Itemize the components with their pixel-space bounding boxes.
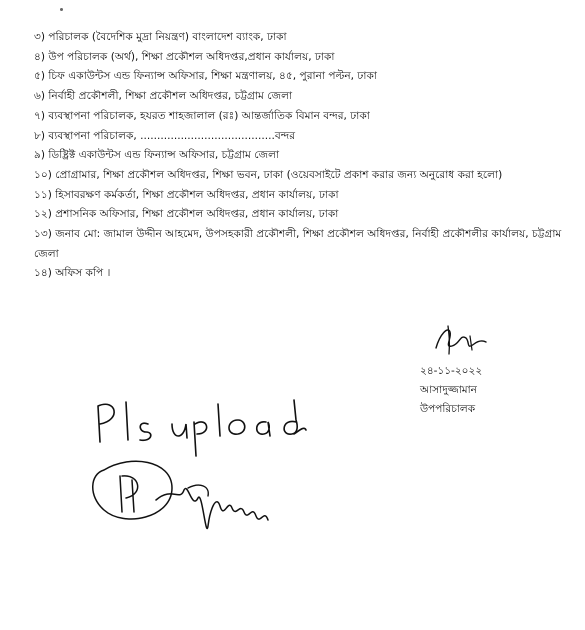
distribution-item: ১৪) অফিস কপি । [34,267,111,280]
scan-speck [60,8,63,11]
distribution-item: ৪) উপ পরিচালক (অর্থ), শিক্ষা প্রকৌশল অধিদপ্তর,প্রধান কার্যালয়, ঢাকা [34,50,335,63]
officer-signature [430,320,490,364]
distribution-item: ৯) ডিষ্ট্রিক্ট একাউন্টস এন্ড ফিন্যান্স অফিসার, চট্টগ্রাম জেলা [34,149,280,162]
distribution-item: ১০) প্রোগ্রামার, শিক্ষা প্রকৌশল অধিদপ্তর, শিক্ষা ভবন, ঢাকা (ওয়েবসাইটে প্রকাশ করার জন্য অনুরোধ করা হলো) [34,168,503,181]
handwritten-note [60,390,320,570]
distribution-item: ৮) ব্যবস্থাপনা পরিচালক, ........................................বন্দর [34,129,296,142]
distribution-item: ১১) হিসাবরক্ষণ কর্মকর্তা, শিক্ষা প্রকৌশল অধিদপ্তর, প্রধান কার্যালয়, ঢাকা [34,188,339,201]
distribution-item: ১২) প্রশাসনিক অফিসার, শিক্ষা প্রকৌশল অধিদপ্তর, প্রধান কার্যালয়, ঢাকা [34,208,339,221]
distribution-list [34,28,574,284]
distribution-item: ৩) পরিচালক (বৈদেশিক মুদ্রা নিয়ন্ত্রণ) বাংলাদেশ ব্যাংক, ঢাকা [34,31,287,43]
signatory-name: আসাদুজ্জামান [420,384,477,396]
signature-date: ২৪-১১-২০২২ [420,365,483,377]
signatory-designation: উপপরিচালক [420,403,476,415]
distribution-item: ৬) নির্বাহী প্রকৌশলী, শিক্ষা প্রকৌশল অধিদপ্তর, চট্টগ্রাম জেলা [34,90,293,103]
distribution-item: ৫) চিফ একাউন্টস এন্ড ফিন্যান্স অফিসার, শিক্ষা মন্ত্রণালয়, ৪৫, পুরানা পল্টন, ঢাকা [34,70,377,83]
distribution-item: ৭) ব্যবস্থাপনা পরিচালক, হযরত শাহজালাল (রঃ) আন্তর্জাতিক বিমান বন্দর, ঢাকা [34,109,370,122]
distribution-item: ১৩) জনাব মো: জামাল উদ্দীন আহমেদ, উপসহকারী প্রকৌশলী, শিক্ষা প্রকৌশল অধিদপ্তর, নির্বাহী প্রকৌশলীর কার্যালয়, চট্টগ্রাম জেলা [34,228,562,260]
